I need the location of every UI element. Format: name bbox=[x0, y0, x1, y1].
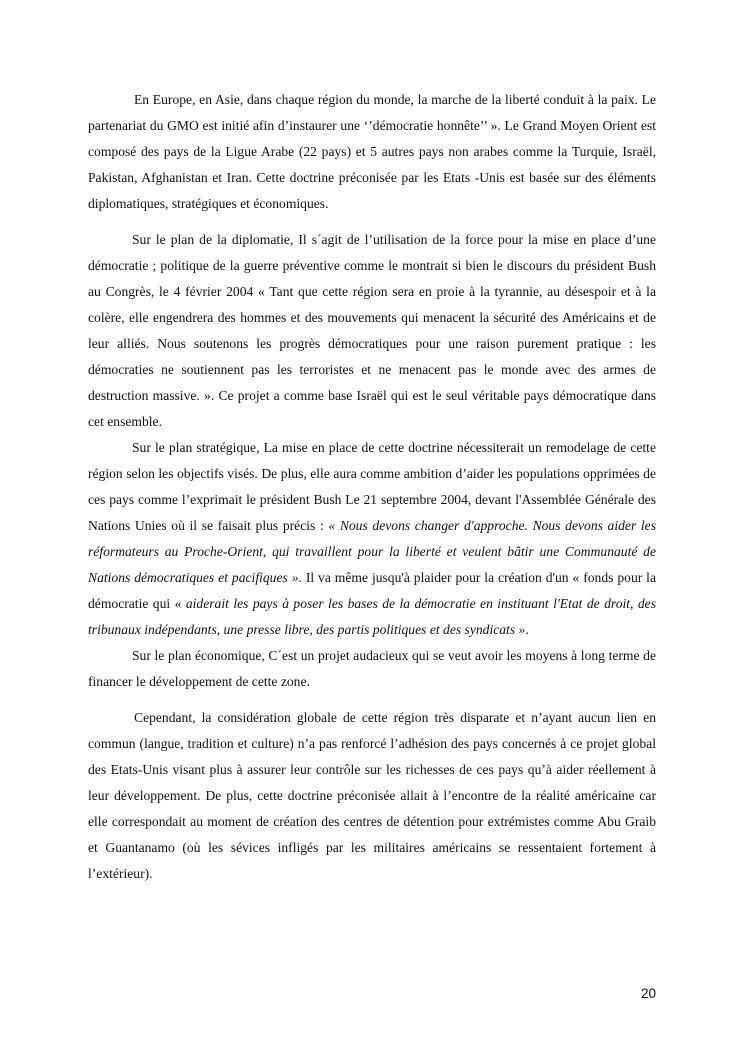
strategy-text-2: . Il va même jusqu'à plaider pour la création d'un « fonds pour la démocratie qui « bbox=[88, 570, 656, 611]
paragraph-economy: Sur le plan économique, C´est un projet audacieux qui se veut avoir les moyens à long terme de financer le développement de cette zone. bbox=[88, 648, 656, 689]
page-number: 20 bbox=[640, 986, 656, 1001]
paragraph-gmo-intro: En Europe, en Asie, dans chaque région du monde, la marche de la liberté conduit à la paix. Le partenariat du GMO est initié afin d’instaurer une ‘’démocratie honnête’’ ». Le Grand Moyen Orient est composé des pays de la Ligue Arabe (22 pays) et 5 autres pays non arabes comme la Turquie, Israël, Pakistan, Afghanistan et Iran. Cette doctrine préconisée par les Etats -Unis est basée sur des éléments diplomatiques, stratégiques et économiques. bbox=[88, 92, 656, 211]
strategy-text-1: Sur le plan stratégique, La mise en place de cette doctrine nécessiterait un remodelage de cette région selon les objectifs visés. De plus, elle aura comme ambition d’aider les populations opprimées de ces pays comme l’exprimait le président Bush Le 21 septembre 2004, devant l'Assemblée Générale des Nations Unies où il se faisait plus précis : bbox=[88, 440, 656, 533]
paragraph-conclusion: Cependant, la considération globale de cette région très disparate et n’ayant aucun lien en commun (langue, tradition et culture) n’a pas renforcé l’adhésion des pays concernés à ce projet global des Etats-Unis visant plus à assurer leur contrôle sur les richesses de ces pays qu’à aider réellement à leur développement. De plus, cette doctrine préconisée allait à l’encontre de la réalité américaine car elle correspondait au moment de création des centres de détention pour extrémistes comme Abu Graib et Guantanamo (où les sévices infligés par les militaires américains se ressentaient fortement à l’extérieur). bbox=[88, 710, 656, 881]
strategy-text-3: . bbox=[525, 622, 529, 637]
paragraph-diplomacy: Sur le plan de la diplomatie, Il s´agit de l’utilisation de la force pour la mise en place d’une démocratie ; politique de la guerre préventive comme le montrait si bien le discours du président Bush au Congrès, le 4 février 2004 « Tant que cette région sera en proie à la tyrannie, au désespoir et à la colère, elle engendrera des hommes et des mouvements qui menacent la sécurité des Américains et de leur alliés. Nous soutenons les progrès démocratiques pour une raison purement pratique : les démocraties ne soutiennent pas les terroristes et ne menacent pas le monde avec des armes de destruction massive. ». Ce projet a comme base Israël qui est le seul véritable pays démocratique dans cet ensemble. bbox=[88, 232, 656, 429]
bush-quote-un: « Nous devons changer d'approche. Nous devons aider les réformateurs au Proche-Orient, qui travaillent pour la liberté et veulent bâtir une Communauté de Nations démocratiques et pacifiques » bbox=[88, 518, 656, 585]
democracy-fund-quote: aiderait les pays à poser les bases de la démocratie en instituant l'Etat de droit, des tribunaux indépendants, une presse libre, des partis politiques et des syndicats » bbox=[88, 596, 656, 637]
body-text bbox=[88, 87, 656, 887]
paragraph-strategy bbox=[88, 435, 656, 643]
